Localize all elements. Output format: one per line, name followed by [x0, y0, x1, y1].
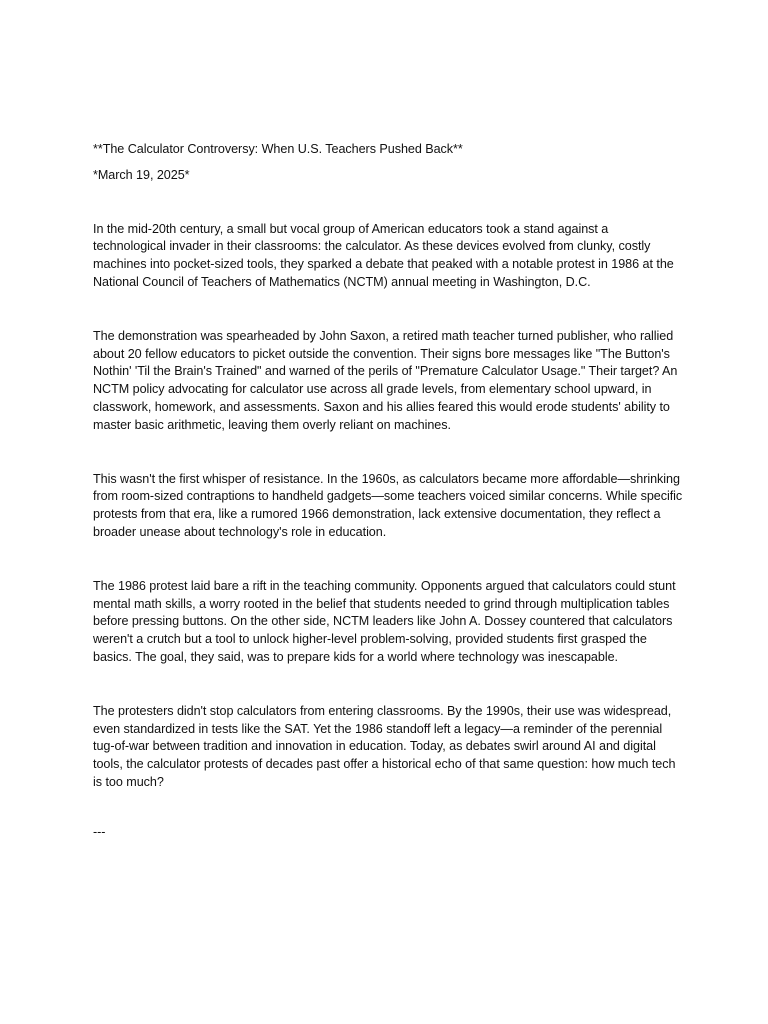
- paragraph-resistance: This wasn't the first whisper of resistance. In the 1960s, as calculators became more affordable—shrinking from room-sized contraptions to handheld gadgets—some teachers voiced similar concerns. While specific protests from that era, like a rumored 1966 demonstration, lack extensive documentation, they reflect a broader unease about technology's role in education.: [93, 471, 683, 539]
- paragraph-rift: The 1986 protest laid bare a rift in the teaching community. Opponents argued that calculators could stunt mental math skills, a worry rooted in the belief that students needed to grind through multiplication tables before pressing buttons. On the other side, NCTM leaders like John A. Dossey countered that calculators weren't a crutch but a tool to unlock higher-level problem-solving, provided students first grasped the basics. The goal, they said, was to prepare kids for a world where technology was inescapable.: [93, 578, 676, 664]
- document-body: [93, 141, 683, 842]
- paragraph-demonstration: The demonstration was spearheaded by John Saxon, a retired math teacher turned publisher, who rallied about 20 fellow educators to picket outside the convention. Their signs bore messages like "The Button's Nothin' 'Til the Brain's Trained" and warned of the perils of "Premature Calculator Usage." Their target? An NCTM policy advocating for calculator use across all grade levels, from elementary school upward, in classwork, homework, and assessments. Saxon and his allies feared this would erode students' ability to master basic arithmetic, leaving them overly reliant on machines.: [93, 328, 678, 432]
- document-title: **The Calculator Controversy: When U.S. Teachers Pushed Back**: [93, 142, 463, 156]
- paragraph-intro: In the mid-20th century, a small but vocal group of American educators took a stand against a technological invader in their classrooms: the calculator. As these devices evolved from clunky, costly machines into pocket-sized tools, they sparked a debate that peaked with a notable protest in 1986 at the National Council of Teachers of Mathematics (NCTM) annual meeting in Washington, D.C.: [93, 221, 674, 289]
- section-separator: ---: [93, 824, 106, 839]
- paragraph-legacy: The protesters didn't stop calculators from entering classrooms. By the 1990s, their use was widespread, even standardized in tests like the SAT. Yet the 1986 standoff left a legacy—a reminder of the perennial tug-of-war between tradition and innovation in education. Today, as debates swirl around AI and digital tools, the calculator protests of decades past offer a historical echo of that same question: how much tech is too much?: [93, 703, 676, 789]
- document-date: *March 19, 2025*: [93, 167, 190, 182]
